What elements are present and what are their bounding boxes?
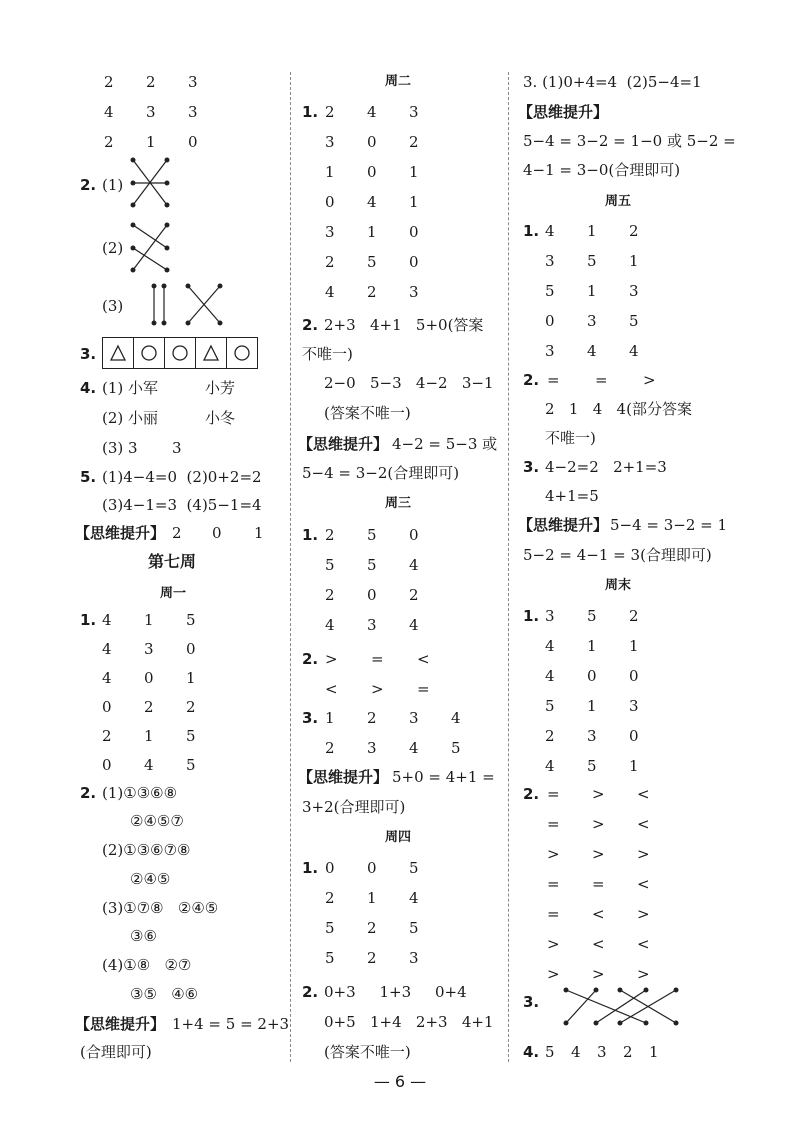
- answer-cell: 0: [545, 312, 555, 330]
- compare-cell: =: [547, 875, 560, 893]
- answer-cell: 1: [367, 223, 377, 241]
- q5-label: 5.: [80, 468, 97, 486]
- d4-q2-line: 0+3 1+3 0+4: [324, 983, 467, 1001]
- weekend-title: 周末: [605, 578, 632, 593]
- answer-cell: 3: [144, 640, 154, 658]
- c3-q3-line: 3. (1)0+4=4 (2)5−4=1: [523, 73, 702, 91]
- answer-cell: 4: [409, 889, 419, 907]
- triangle-box: [102, 337, 134, 369]
- answer-cell: 1: [587, 222, 597, 240]
- answer-cell: 0: [629, 667, 639, 685]
- compare-cell: <: [637, 815, 650, 833]
- w7-q2-label: 2.: [80, 784, 97, 802]
- d3-think-line: 5+0 = 4+1 =: [392, 768, 495, 786]
- q5-line-1: (1)4−4=0 (2)0+2=2: [102, 468, 262, 486]
- think-val: 0: [212, 524, 222, 542]
- w7-q2-line: (1)①③⑥⑧: [102, 784, 178, 802]
- d5-q3-label: 3.: [523, 458, 540, 476]
- answer-cell: 3: [587, 727, 597, 745]
- we-q2-label: 2.: [523, 785, 540, 803]
- answer-cell: 1: [325, 709, 335, 727]
- answer-cell: 1: [409, 193, 419, 211]
- answer-cell: 3: [325, 133, 335, 151]
- w7-q2-line: ③⑥: [130, 927, 157, 945]
- answer-cell: 1: [587, 637, 597, 655]
- compare-cell: >: [547, 965, 560, 983]
- answer-cell: 3: [367, 739, 377, 757]
- answer-cell: 0: [325, 859, 335, 877]
- answer-cell: 3: [545, 342, 555, 360]
- answer-cell: 5: [325, 949, 335, 967]
- answer-cell: 0: [409, 253, 419, 271]
- answer-cell: 4: [545, 667, 555, 685]
- answer-cell: 4: [409, 556, 419, 574]
- answer-cell: 5: [587, 607, 597, 625]
- answer-cell: 3: [409, 283, 419, 301]
- answer-cell: 2: [545, 727, 555, 745]
- answer-cell: 2: [325, 253, 335, 271]
- triangle-icon: [109, 344, 127, 362]
- w7-q2-line: ③⑤ ④⑥: [130, 985, 199, 1003]
- answer-cell: 2: [629, 222, 639, 240]
- q2-label: 2.: [80, 176, 97, 194]
- q4-line-2a: (2) 小丽: [102, 409, 159, 427]
- answer-cell: 5: [325, 556, 335, 574]
- answer-cell: 4: [104, 103, 114, 121]
- d5-think-line: 5−2 = 4−1 = 3(合理即可): [523, 546, 712, 564]
- answer-cell: 5: [186, 756, 196, 774]
- answer-cell: 4: [409, 739, 419, 757]
- answer-cell: 3: [587, 312, 597, 330]
- answer-cell: 4: [451, 709, 461, 727]
- answer-cell: 2: [325, 526, 335, 544]
- d5-q1-label: 1.: [523, 222, 540, 240]
- circle-icon: [233, 344, 251, 362]
- answer-cell: 4: [545, 222, 555, 240]
- answer-cell: 2: [144, 698, 154, 716]
- q4-line-3b: 3: [172, 439, 182, 457]
- answer-cell: 1: [629, 757, 639, 775]
- shape-sequence: [102, 337, 257, 369]
- w7-q2-line: (3)①⑦⑧ ②④⑤: [102, 899, 219, 917]
- weekend-matching-diagram: [558, 985, 688, 1030]
- answer-cell: 2: [367, 949, 377, 967]
- circle-box: [164, 337, 196, 369]
- d5-think-line: 5−4 = 3−2 = 1: [610, 516, 728, 534]
- answer-cell: 0: [186, 640, 196, 658]
- answer-cell: 2: [409, 586, 419, 604]
- answer-cell: 2: [186, 698, 196, 716]
- c3-think-tag: 【思维提升】: [518, 103, 609, 121]
- day3-title: 周三: [385, 496, 412, 511]
- answer-cell: 1: [587, 282, 597, 300]
- d2-q2-line: 2−0 5−3 4−2 3−1: [324, 374, 494, 392]
- answer-cell: 0: [629, 727, 639, 745]
- answer-cell: 2: [325, 739, 335, 757]
- compare-cell: >: [371, 680, 384, 698]
- answer-cell: 3: [597, 1043, 607, 1061]
- compare-cell: <: [592, 905, 605, 923]
- q4-line-1a: (1) 小军: [102, 379, 159, 397]
- answer-cell: 0: [102, 756, 112, 774]
- answer-cell: 2: [325, 889, 335, 907]
- compare-cell: >: [325, 650, 338, 668]
- w7-q2-line: (2)①③⑥⑦⑧: [102, 841, 191, 859]
- answer-cell: 0: [188, 133, 198, 151]
- answer-cell: 3: [409, 949, 419, 967]
- answer-cell: 0: [409, 526, 419, 544]
- compare-cell: >: [637, 845, 650, 863]
- compare-cell: >: [637, 965, 650, 983]
- q4-line-2b: 小冬: [205, 409, 236, 427]
- answer-cell: 2: [623, 1043, 633, 1061]
- compare-cell: =: [595, 371, 608, 389]
- answer-cell: 0: [325, 193, 335, 211]
- triangle-box: [195, 337, 227, 369]
- answer-cell: 4: [144, 756, 154, 774]
- answer-cell: 2: [629, 607, 639, 625]
- answer-cell: 2: [367, 283, 377, 301]
- answer-cell: 3: [146, 103, 156, 121]
- answer-cell: 4: [571, 1043, 581, 1061]
- compare-cell: >: [592, 845, 605, 863]
- answer-cell: 3: [367, 616, 377, 634]
- compare-cell: <: [325, 680, 338, 698]
- answer-cell: 2: [325, 586, 335, 604]
- w7-think-text: 1+4 = 5 = 2+3: [172, 1015, 290, 1033]
- answer-cell: 3: [545, 252, 555, 270]
- day4-title: 周四: [385, 830, 412, 845]
- q2-item-1: (1): [102, 176, 124, 194]
- matching-diagram-1: [125, 155, 175, 210]
- d3-q3-label: 3.: [302, 709, 319, 727]
- q4-line-1b: 小芳: [205, 379, 236, 397]
- d4-q2-line: (答案不唯一): [324, 1043, 411, 1061]
- answer-cell: 1: [146, 133, 156, 151]
- answer-cell: 3: [409, 709, 419, 727]
- d4-q1-label: 1.: [302, 859, 319, 877]
- answer-cell: 1: [587, 697, 597, 715]
- d4-q2-label: 2.: [302, 983, 319, 1001]
- answer-cell: 5: [629, 312, 639, 330]
- compare-cell: =: [547, 905, 560, 923]
- answer-cell: 1: [629, 252, 639, 270]
- compare-cell: >: [592, 965, 605, 983]
- answer-cell: 2: [367, 709, 377, 727]
- circle-box: [226, 337, 258, 369]
- circle-icon: [171, 344, 189, 362]
- compare-cell: =: [547, 371, 560, 389]
- answer-cell: 1: [144, 611, 154, 629]
- answer-cell: 4: [102, 640, 112, 658]
- w7-think-tag: 【思维提升】: [75, 1015, 166, 1033]
- compare-cell: <: [417, 650, 430, 668]
- answer-cell: 0: [144, 669, 154, 687]
- column-divider-right: [508, 72, 509, 1062]
- answer-cell: 4: [409, 616, 419, 634]
- answer-cell: 3: [409, 103, 419, 121]
- compare-cell: >: [592, 785, 605, 803]
- answer-cell: 0: [102, 698, 112, 716]
- answer-cell: 3: [629, 282, 639, 300]
- d2-q2-line: (答案不唯一): [324, 404, 411, 422]
- answer-cell: 2: [102, 727, 112, 745]
- answer-cell: 0: [367, 163, 377, 181]
- answer-cell: 5: [587, 252, 597, 270]
- answer-cell: 5: [545, 697, 555, 715]
- d3-q2-label: 2.: [302, 650, 319, 668]
- answer-cell: 4: [102, 611, 112, 629]
- d5-q3-line: 4−2=2 2+1=3: [545, 458, 667, 476]
- d2-think-line: 5−4 = 3−2(合理即可): [302, 464, 460, 482]
- d2-q2-line: 不唯一): [302, 345, 353, 363]
- answer-cell: 5: [451, 739, 461, 757]
- compare-cell: =: [547, 815, 560, 833]
- w7-think-note: (合理即可): [80, 1043, 152, 1061]
- answer-cell: 5: [186, 611, 196, 629]
- answer-cell: 1: [325, 163, 335, 181]
- circle-box: [133, 337, 165, 369]
- compare-cell: <: [637, 875, 650, 893]
- d3-q1-label: 1.: [302, 526, 319, 544]
- d4-q2-line: 0+5 1+4 2+3 4+1: [324, 1013, 494, 1031]
- answer-cell: 1: [186, 669, 196, 687]
- answer-cell: 4: [325, 283, 335, 301]
- c3-think-line: 5−4 = 3−2 = 1−0 或 5−2 =: [523, 132, 736, 150]
- q3-label: 3.: [80, 345, 97, 363]
- answer-cell: 2: [104, 73, 114, 91]
- column-divider-left: [290, 72, 291, 1062]
- compare-cell: =: [371, 650, 384, 668]
- answer-cell: 5: [409, 919, 419, 937]
- matching-diagram-2: [125, 220, 175, 275]
- answer-cell: 2: [146, 73, 156, 91]
- d2-think-tag: 【思维提升】: [298, 435, 389, 453]
- q5-line-2: (3)4−1=3 (4)5−1=4: [102, 496, 262, 514]
- day5-title: 周五: [605, 194, 632, 209]
- answer-cell: 3: [545, 607, 555, 625]
- answer-cell: 5: [367, 526, 377, 544]
- d2-q2-line: 2+3 4+1 5+0(答案: [324, 316, 484, 334]
- compare-cell: =: [547, 785, 560, 803]
- d3-think-tag: 【思维提升】: [298, 768, 389, 786]
- compare-cell: >: [547, 845, 560, 863]
- w7-q2-line: ②④⑤: [130, 870, 171, 888]
- q2-item-3: (3): [102, 297, 124, 315]
- compare-cell: >: [592, 815, 605, 833]
- answer-cell: 1: [629, 637, 639, 655]
- answer-cell: 2: [325, 103, 335, 121]
- d3-think-line: 3+2(合理即可): [302, 798, 406, 816]
- d5-q3-line: 4+1=5: [545, 487, 599, 505]
- q4-line-3a: (3) 3: [102, 439, 138, 457]
- answer-cell: 5: [325, 919, 335, 937]
- answer-cell: 4: [629, 342, 639, 360]
- we-q4-label: 4.: [523, 1043, 540, 1061]
- we-q3-label: 3.: [523, 993, 540, 1011]
- answer-cell: 5: [587, 757, 597, 775]
- think-tag: 【思维提升】: [75, 524, 166, 542]
- compare-cell: >: [637, 905, 650, 923]
- answer-cell: 0: [587, 667, 597, 685]
- answer-cell: 3: [188, 73, 198, 91]
- d5-q2-line: 2 1 4 4(部分答案: [545, 400, 692, 418]
- answer-cell: 4: [545, 757, 555, 775]
- answer-cell: 3: [188, 103, 198, 121]
- d5-q2-line: 不唯一): [545, 429, 596, 447]
- answer-cell: 2: [367, 919, 377, 937]
- answer-cell: 5: [409, 859, 419, 877]
- answer-cell: 5: [545, 282, 555, 300]
- compare-cell: >: [547, 935, 560, 953]
- circle-icon: [140, 344, 158, 362]
- answer-cell: 1: [144, 727, 154, 745]
- compare-cell: =: [592, 875, 605, 893]
- answer-cell: 4: [367, 103, 377, 121]
- answer-cell: 2: [104, 133, 114, 151]
- compare-cell: <: [592, 935, 605, 953]
- day-title: 周一: [160, 586, 187, 601]
- answer-cell: 0: [367, 586, 377, 604]
- answer-cell: 2: [409, 133, 419, 151]
- answer-cell: 5: [367, 253, 377, 271]
- triangle-icon: [202, 344, 220, 362]
- we-q1-label: 1.: [523, 607, 540, 625]
- answer-cell: 4: [102, 669, 112, 687]
- d2-q1-label: 1.: [302, 103, 319, 121]
- compare-cell: =: [417, 680, 430, 698]
- d5-q2-label: 2.: [523, 371, 540, 389]
- answer-cell: 0: [367, 859, 377, 877]
- compare-cell: >: [643, 371, 656, 389]
- w7-q2-line: (4)①⑧ ②⑦: [102, 956, 192, 974]
- week-title: 第七周: [148, 552, 197, 571]
- answer-cell: 0: [409, 223, 419, 241]
- answer-cell: 4: [325, 616, 335, 634]
- answer-cell: 4: [587, 342, 597, 360]
- answer-cell: 5: [545, 1043, 555, 1061]
- answer-cell: 0: [367, 133, 377, 151]
- compare-cell: <: [637, 935, 650, 953]
- q4-label: 4.: [80, 379, 97, 397]
- d2-q2-label: 2.: [302, 316, 319, 334]
- compare-cell: <: [637, 785, 650, 803]
- page-number: — 6 —: [373, 1072, 427, 1091]
- day2-title: 周二: [385, 74, 412, 89]
- answer-cell: 3: [325, 223, 335, 241]
- answer-cell: 5: [367, 556, 377, 574]
- think-val: 2: [172, 524, 182, 542]
- answer-cell: 3: [629, 697, 639, 715]
- matching-diagram-3: [148, 283, 228, 328]
- c3-think-line: 4−1 = 3−0(合理即可): [523, 161, 681, 179]
- d5-think-tag: 【思维提升】: [518, 516, 609, 534]
- think-val: 1: [254, 524, 264, 542]
- answer-cell: 4: [367, 193, 377, 211]
- answer-cell: 1: [409, 163, 419, 181]
- answer-cell: 1: [367, 889, 377, 907]
- w7-q2-line: ②④⑤⑦: [130, 812, 184, 830]
- w7-q1-label: 1.: [80, 611, 97, 629]
- answer-cell: 1: [649, 1043, 659, 1061]
- d2-think-line: 4−2 = 5−3 或: [392, 435, 498, 453]
- answer-cell: 5: [186, 727, 196, 745]
- answer-cell: 4: [545, 637, 555, 655]
- q2-item-2: (2): [102, 239, 124, 257]
